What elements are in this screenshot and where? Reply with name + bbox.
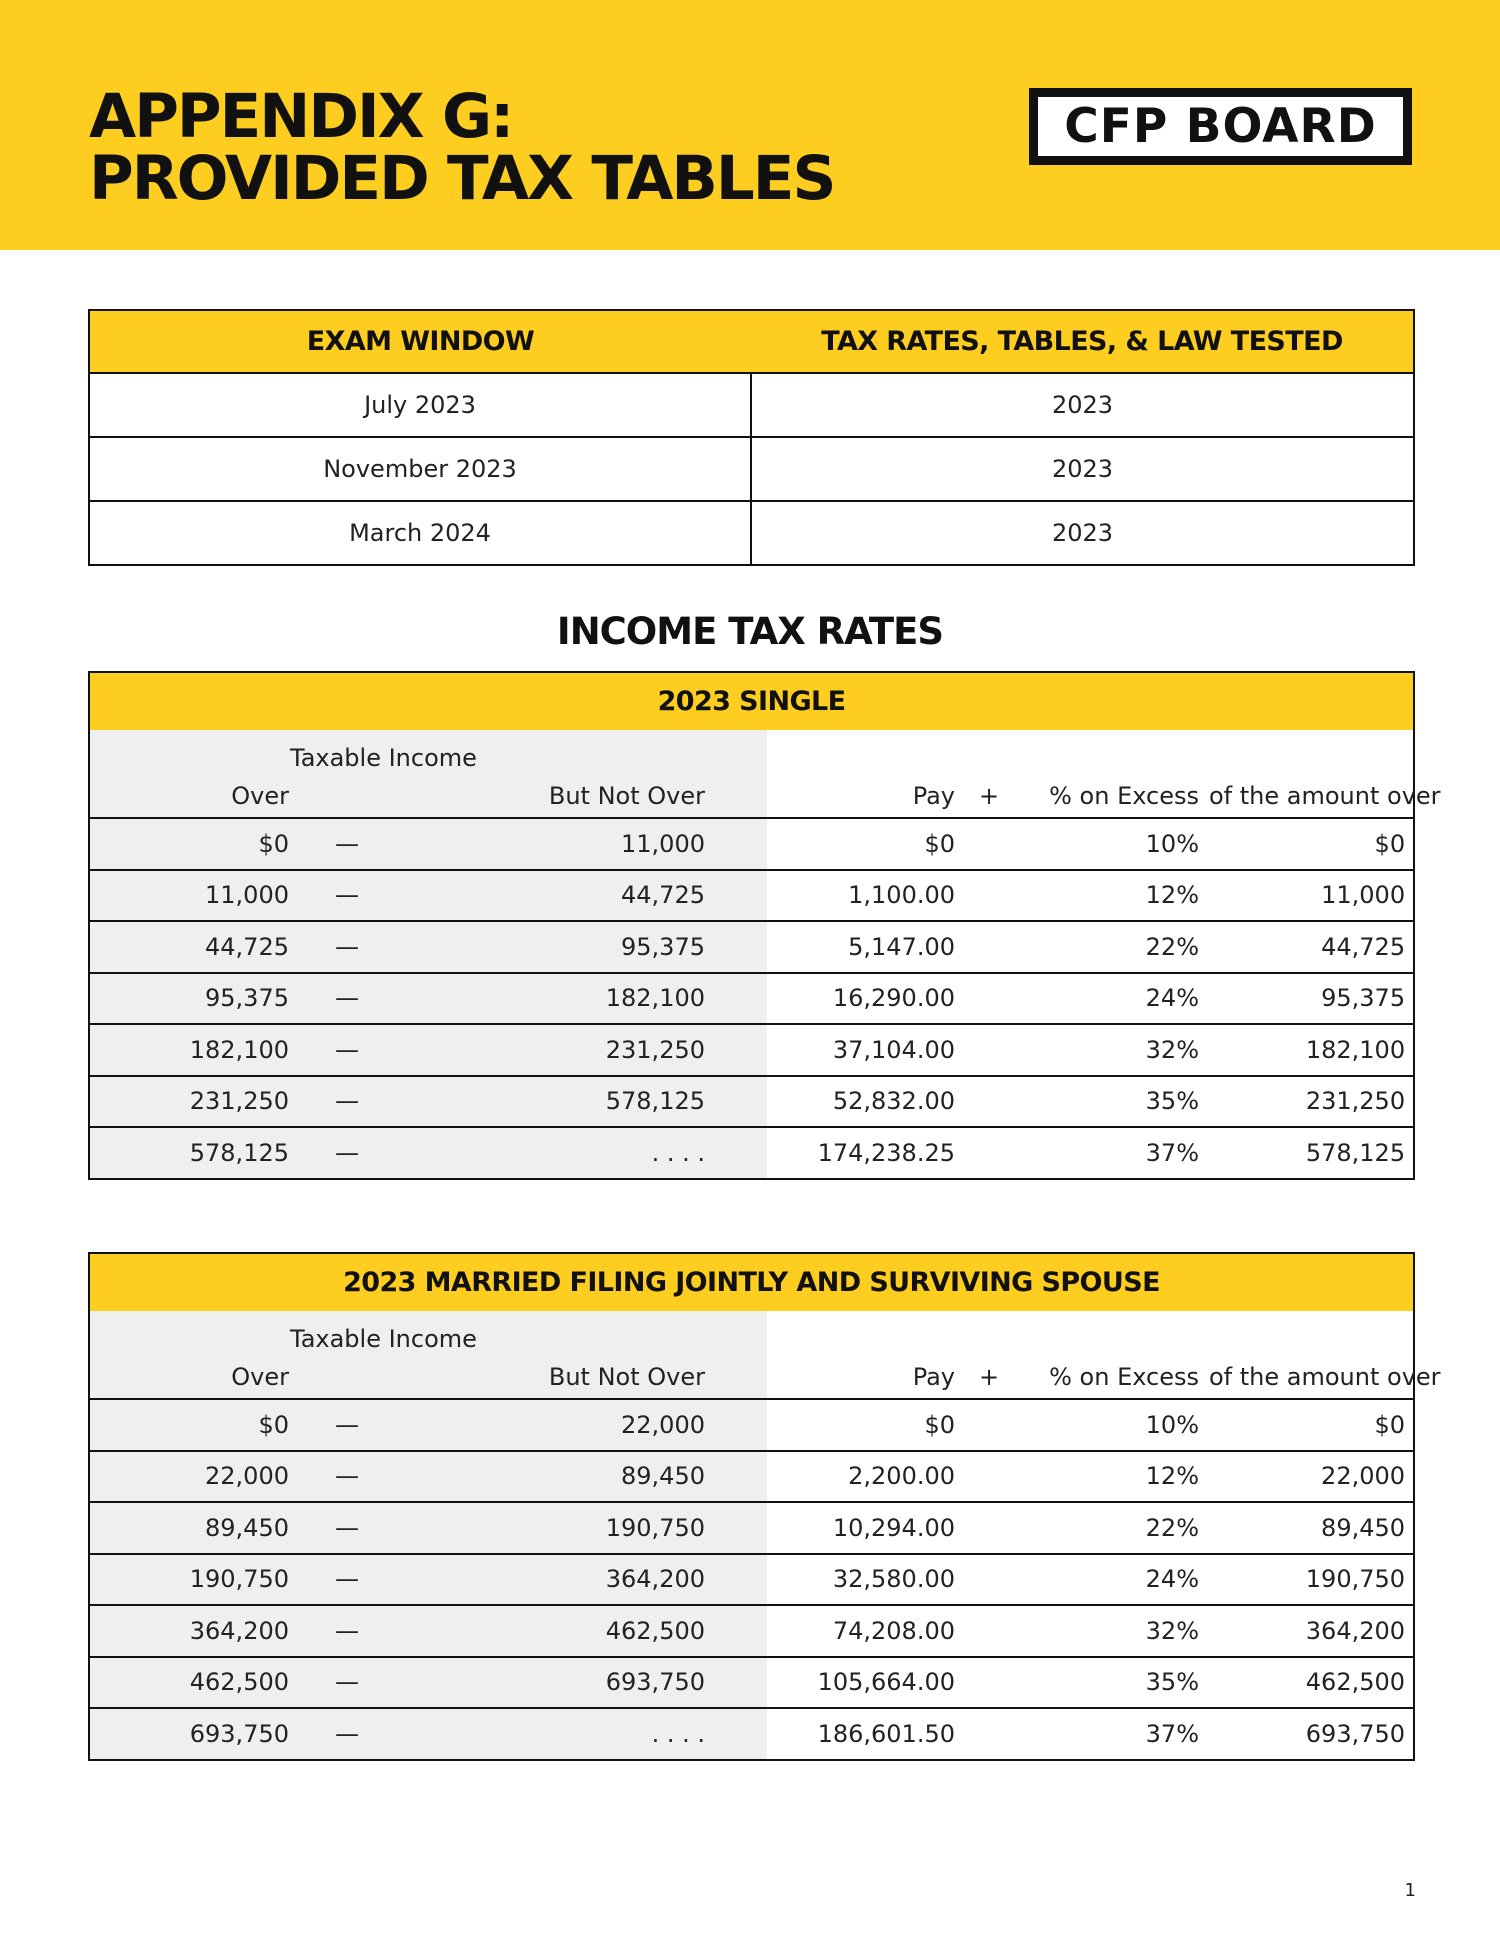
dash-cell: — bbox=[299, 870, 395, 922]
pct-on-excess-cell: 32% bbox=[1015, 1024, 1209, 1076]
dash-cell: — bbox=[299, 1451, 395, 1503]
but-not-over-cell: 22,000 bbox=[395, 1399, 767, 1451]
table-row bbox=[89, 1399, 1414, 1451]
amount-over-cell: 89,450 bbox=[1209, 1502, 1414, 1554]
pay-cell: 32,580.00 bbox=[767, 1554, 963, 1606]
over-cell: 182,100 bbox=[89, 1024, 299, 1076]
amount-over-cell: 693,750 bbox=[1209, 1708, 1414, 1760]
amount-over-cell: 190,750 bbox=[1209, 1554, 1414, 1606]
tax-year-cell: 2023 bbox=[751, 437, 1414, 501]
but-not-over-cell: 95,375 bbox=[395, 921, 767, 973]
table-row bbox=[89, 373, 1414, 437]
pct-on-excess-cell: 12% bbox=[1015, 870, 1209, 922]
section-title: INCOME TAX RATES bbox=[556, 610, 944, 653]
dash-cell: — bbox=[299, 1708, 395, 1760]
table-row bbox=[89, 870, 1414, 922]
amount-over-cell: 95,375 bbox=[1209, 973, 1414, 1025]
dash-cell: — bbox=[299, 921, 395, 973]
amount-over-cell: 231,250 bbox=[1209, 1076, 1414, 1128]
over-cell: 190,750 bbox=[89, 1554, 299, 1606]
over-cell: 95,375 bbox=[89, 973, 299, 1025]
col-header-plus: + bbox=[963, 774, 1015, 818]
but-not-over-cell: 11,000 bbox=[395, 818, 767, 870]
table-column-headers bbox=[89, 774, 1414, 818]
table-header-row bbox=[89, 730, 1414, 774]
exam-window-table bbox=[88, 309, 1415, 566]
pay-cell: 5,147.00 bbox=[767, 921, 963, 973]
pay-cell: 10,294.00 bbox=[767, 1502, 963, 1554]
col-header-pay: Pay bbox=[767, 774, 963, 818]
table-row bbox=[89, 1708, 1414, 1760]
col-header-over: Over bbox=[89, 1355, 299, 1399]
but-not-over-cell: 578,125 bbox=[395, 1076, 767, 1128]
but-not-over-cell: 190,750 bbox=[395, 1502, 767, 1554]
pay-cell: 174,238.25 bbox=[767, 1127, 963, 1179]
table-caption-row bbox=[89, 1253, 1414, 1311]
table-row bbox=[89, 501, 1414, 565]
table-row bbox=[89, 1605, 1414, 1657]
dash-cell: — bbox=[299, 1076, 395, 1128]
pay-cell: 16,290.00 bbox=[767, 973, 963, 1025]
exam-window-cell: July 2023 bbox=[89, 373, 751, 437]
table-header-row bbox=[89, 1311, 1414, 1355]
col-header-pct-on-excess: % on Excess bbox=[1015, 1355, 1209, 1399]
pay-cell: $0 bbox=[767, 818, 963, 870]
table-row bbox=[89, 921, 1414, 973]
but-not-over-cell: 364,200 bbox=[395, 1554, 767, 1606]
table-column-headers bbox=[89, 1355, 1414, 1399]
pay-cell: 52,832.00 bbox=[767, 1076, 963, 1128]
amount-over-cell: 44,725 bbox=[1209, 921, 1414, 973]
table-row bbox=[89, 1657, 1414, 1709]
amount-over-cell: 578,125 bbox=[1209, 1127, 1414, 1179]
over-cell: 364,200 bbox=[89, 1605, 299, 1657]
table-caption-row bbox=[89, 672, 1414, 730]
married-filing-jointly-tax-table bbox=[88, 1252, 1441, 1761]
table-caption: 2023 MARRIED FILING JOINTLY AND SURVIVING SPOUSE bbox=[89, 1253, 1414, 1311]
table-row bbox=[89, 973, 1414, 1025]
but-not-over-cell: 231,250 bbox=[395, 1024, 767, 1076]
single-tax-table bbox=[88, 671, 1441, 1180]
over-cell: 22,000 bbox=[89, 1451, 299, 1503]
col-header-over: Over bbox=[89, 774, 299, 818]
over-cell: 231,250 bbox=[89, 1076, 299, 1128]
dash-cell: — bbox=[299, 973, 395, 1025]
pct-on-excess-cell: 37% bbox=[1015, 1127, 1209, 1179]
pct-on-excess-cell: 10% bbox=[1015, 818, 1209, 870]
but-not-over-cell: 44,725 bbox=[395, 870, 767, 922]
tax-year-cell: 2023 bbox=[751, 373, 1414, 437]
col-header-but-not-over: But Not Over bbox=[395, 1355, 767, 1399]
dash-cell: — bbox=[299, 1399, 395, 1451]
table-row bbox=[89, 1024, 1414, 1076]
pay-cell: 2,200.00 bbox=[767, 1451, 963, 1503]
taxable-income-label: Taxable Income bbox=[89, 1311, 767, 1355]
over-cell: 89,450 bbox=[89, 1502, 299, 1554]
dash-cell: — bbox=[299, 1657, 395, 1709]
logo-text: CFP BOARD bbox=[1064, 99, 1377, 154]
amount-over-cell: $0 bbox=[1209, 1399, 1414, 1451]
pct-on-excess-cell: 10% bbox=[1015, 1399, 1209, 1451]
pay-cell: 186,601.50 bbox=[767, 1708, 963, 1760]
pay-cell: 74,208.00 bbox=[767, 1605, 963, 1657]
but-not-over-cell: . . . . bbox=[395, 1127, 767, 1179]
dash-cell: — bbox=[299, 818, 395, 870]
table-row bbox=[89, 1502, 1414, 1554]
exam-table-header-row bbox=[89, 310, 1414, 373]
page-title-line-1: APPENDIX G: bbox=[89, 81, 513, 152]
exam-window-cell: November 2023 bbox=[89, 437, 751, 501]
over-cell: 44,725 bbox=[89, 921, 299, 973]
col-header-pct-on-excess: % on Excess bbox=[1015, 774, 1209, 818]
amount-over-cell: 22,000 bbox=[1209, 1451, 1414, 1503]
over-cell: 462,500 bbox=[89, 1657, 299, 1709]
amount-over-cell: 182,100 bbox=[1209, 1024, 1414, 1076]
pay-cell: 1,100.00 bbox=[767, 870, 963, 922]
page-number: 1 bbox=[1404, 1880, 1416, 1901]
pct-on-excess-cell: 24% bbox=[1015, 1554, 1209, 1606]
dash-cell: — bbox=[299, 1605, 395, 1657]
tax-year-cell: 2023 bbox=[751, 501, 1414, 565]
but-not-over-cell: . . . . bbox=[395, 1708, 767, 1760]
taxable-income-label: Taxable Income bbox=[89, 730, 767, 774]
dash-cell: — bbox=[299, 1024, 395, 1076]
cfp-board-logo bbox=[1029, 88, 1412, 165]
pct-on-excess-cell: 35% bbox=[1015, 1657, 1209, 1709]
col-header-but-not-over: But Not Over bbox=[395, 774, 767, 818]
pay-cell: 105,664.00 bbox=[767, 1657, 963, 1709]
col-header-amount-over: of the amount over bbox=[1209, 1355, 1414, 1399]
but-not-over-cell: 462,500 bbox=[395, 1605, 767, 1657]
page-title-line-2: PROVIDED TAX TABLES bbox=[89, 143, 835, 214]
pay-cell: $0 bbox=[767, 1399, 963, 1451]
pct-on-excess-cell: 12% bbox=[1015, 1451, 1209, 1503]
amount-over-cell: 462,500 bbox=[1209, 1657, 1414, 1709]
pct-on-excess-cell: 35% bbox=[1015, 1076, 1209, 1128]
dash-cell: — bbox=[299, 1127, 395, 1179]
amount-over-cell: $0 bbox=[1209, 818, 1414, 870]
pct-on-excess-cell: 22% bbox=[1015, 1502, 1209, 1554]
over-cell: 11,000 bbox=[89, 870, 299, 922]
but-not-over-cell: 182,100 bbox=[395, 973, 767, 1025]
pct-on-excess-cell: 22% bbox=[1015, 921, 1209, 973]
table-row bbox=[89, 818, 1414, 870]
over-cell: $0 bbox=[89, 1399, 299, 1451]
over-cell: 578,125 bbox=[89, 1127, 299, 1179]
pct-on-excess-cell: 32% bbox=[1015, 1605, 1209, 1657]
col-header-plus: + bbox=[963, 1355, 1015, 1399]
amount-over-cell: 364,200 bbox=[1209, 1605, 1414, 1657]
table-row bbox=[89, 1076, 1414, 1128]
table-row bbox=[89, 1554, 1414, 1606]
page-title bbox=[89, 81, 835, 214]
table-row bbox=[89, 1127, 1414, 1179]
dash-cell: — bbox=[299, 1554, 395, 1606]
over-cell: $0 bbox=[89, 818, 299, 870]
col-header-amount-over: of the amount over bbox=[1209, 774, 1414, 818]
tax-law-tested-header: TAX RATES, TABLES, & LAW TESTED bbox=[751, 310, 1414, 373]
pct-on-excess-cell: 37% bbox=[1015, 1708, 1209, 1760]
over-cell: 693,750 bbox=[89, 1708, 299, 1760]
but-not-over-cell: 89,450 bbox=[395, 1451, 767, 1503]
header-banner bbox=[0, 0, 1500, 250]
dash-cell: — bbox=[299, 1502, 395, 1554]
exam-window-header: EXAM WINDOW bbox=[89, 310, 751, 373]
table-row bbox=[89, 1451, 1414, 1503]
col-header-pay: Pay bbox=[767, 1355, 963, 1399]
but-not-over-cell: 693,750 bbox=[395, 1657, 767, 1709]
exam-window-cell: March 2024 bbox=[89, 501, 751, 565]
amount-over-cell: 11,000 bbox=[1209, 870, 1414, 922]
table-caption: 2023 SINGLE bbox=[89, 672, 1414, 730]
pct-on-excess-cell: 24% bbox=[1015, 973, 1209, 1025]
table-row bbox=[89, 437, 1414, 501]
pay-cell: 37,104.00 bbox=[767, 1024, 963, 1076]
